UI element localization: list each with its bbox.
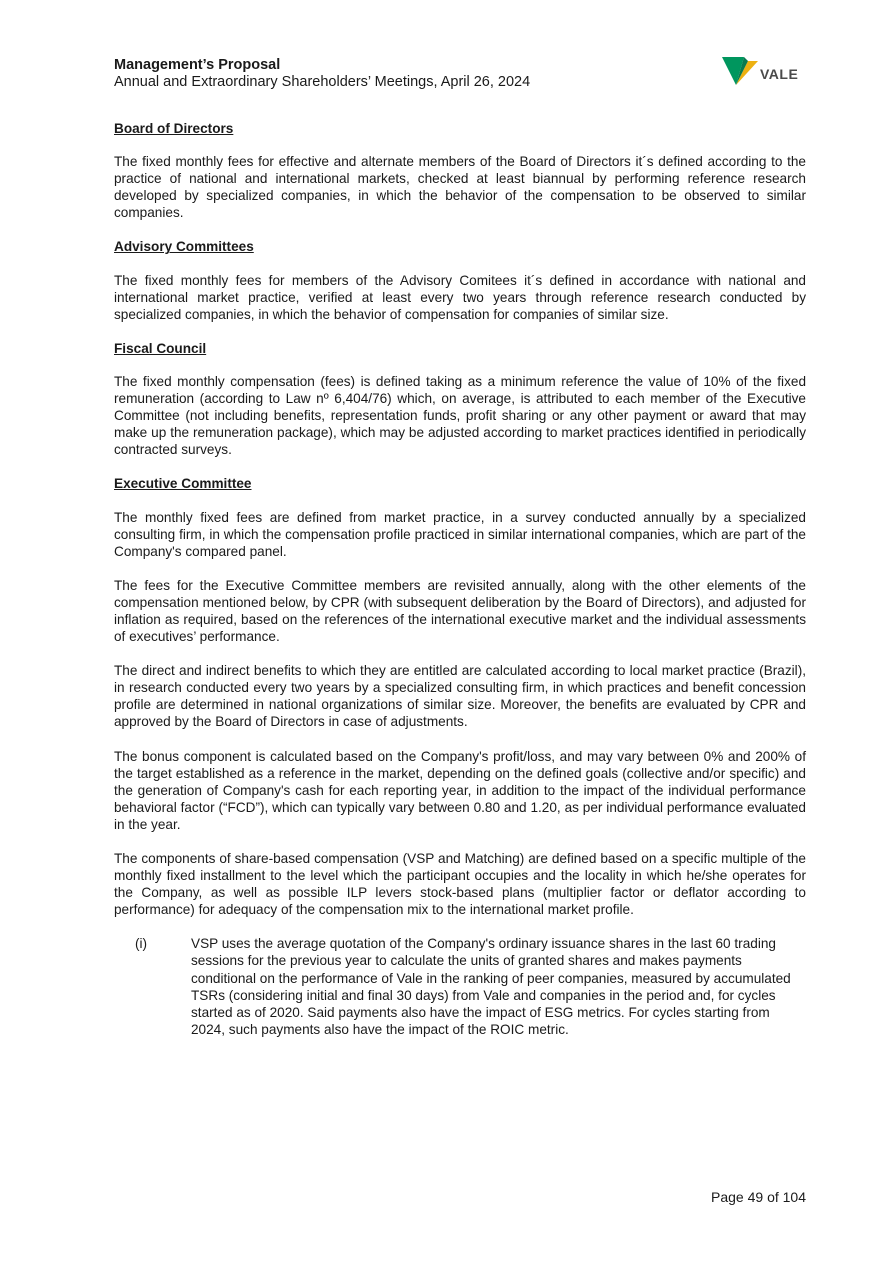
- document-title: Management’s Proposal: [114, 57, 281, 73]
- vale-logo: [722, 55, 802, 89]
- section-title-board-of-directors: Board of Directors: [114, 121, 234, 136]
- paragraph: The direct and indirect benefits to which they are entitled are calculated according to local market practice (Brazil), in research conducted every two years by a specialized consulting firm, in which practices and benefit concession profile are determined in national organizations of similar size. Moreover, the benefits are evaluated by CPR and approved by the Board of Directors in case of adjustments.: [114, 663, 806, 730]
- logo-text: VALE: [760, 66, 799, 82]
- page-header: [114, 57, 804, 91]
- section-title-executive-committee: Executive Committee: [114, 476, 252, 492]
- page-number: Page 49 of 104: [711, 1189, 806, 1205]
- document-subtitle: Annual and Extraordinary Shareholders’ Meetings, April 26, 2024: [114, 74, 531, 90]
- paragraph: The fixed monthly fees for members of the Advisory Comitees it´s defined in accordance with national and international market practice, verified at least every two years through reference research conducted by specialized companies, in which the behavior of compensation for companies of similar size.: [114, 272, 806, 322]
- paragraph: The components of share-based compensation (VSP and Matching) are defined based on a specific multiple of the monthly fixed installment to the level which the participant occupies and the locality in which he/she operates for the Company, as well as possible ILP levers stock-based plans (multiplier factor or deflator according to performance) for adequacy of the compensation mix to the international market profile.: [114, 851, 806, 918]
- document-body: [114, 120, 806, 1038]
- list-item-text: VSP uses the average quotation of the Company's ordinary issuance shares in the last 60 trading sessions for the previous year to calculate the units of granted shares and makes payments conditional on the performance of Vale in the ranking of peer companies, measured by accumulated TSRs (considering initial and final 30 days) from Vale and companies in the period and, for cycles started as of 2020. Said payments also have the impact of ESG metrics. For cycles starting from 2024, such payments also have the impact of the ROIC metric.: [191, 936, 791, 1037]
- list-marker: (i): [135, 936, 148, 952]
- vale-logo-icon: [722, 55, 758, 87]
- section-title-advisory-committees: Advisory Committees: [114, 239, 254, 255]
- paragraph: The fixed monthly fees for effective and alternate members of the Board of Directors it´s defined according to the practice of national and international markets, checked at least biannual by performing reference research developed by specialized companies, in which the behavior of the compensation to be observed to similar companies.: [114, 154, 806, 221]
- paragraph: The monthly fixed fees are defined from market practice, in a survey conducted annually by a specialized consulting firm, in which the compensation profile practiced in similar international companies, which are part of the Company's compared panel.: [114, 509, 806, 559]
- paragraph: The fixed monthly compensation (fees) is defined taking as a minimum reference the value of 10% of the fixed remuneration (according to Law nº 6,404/76) which, on average, is attributed to each member of the Executive Committee (not including benefits, representation funds, profit sharing or any other payment or award that may make up the remuneration package), which may be adjusted according to market practices identified in periodically contracted surveys.: [114, 373, 806, 458]
- list-item: [114, 935, 806, 1038]
- paragraph: The fees for the Executive Committee members are revisited annually, along with the other elements of the compensation mentioned below, by CPR (with subsequent deliberation by the Board of Directors), and adjusted for inflation as required, based on the references of the international executive market and the individual assessments of executives’ performance.: [114, 577, 806, 645]
- paragraph: The bonus component is calculated based on the Company's profit/loss, and may vary between 0% and 200% of the target established as a reference in the market, depending on the defined goals (collective and/or specific) and the generation of Company's cash for each reporting year, in addition to the impact of the individual performance behavioral factor (“FCD”), which can typically vary between 0.80 and 1.20, as per individual performance evaluated in the year.: [114, 748, 806, 832]
- section-title-fiscal-council: Fiscal Council: [114, 340, 207, 356]
